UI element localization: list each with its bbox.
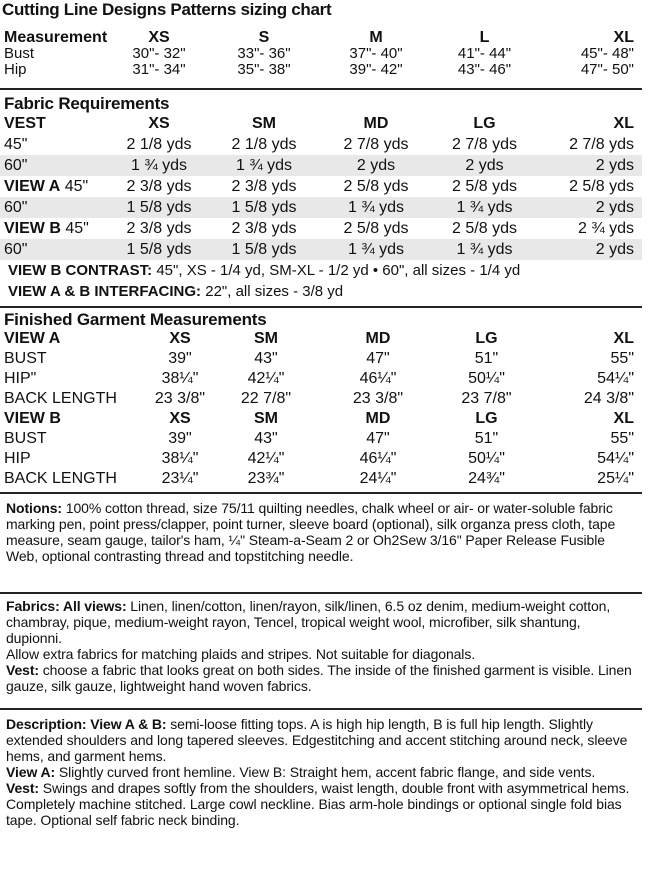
- notions-label: Notions:: [6, 500, 62, 516]
- cell: 43": [254, 350, 278, 367]
- view-b-header-row: [0, 409, 642, 429]
- header-cell: XS: [148, 115, 170, 132]
- row-label: Hip: [4, 62, 27, 78]
- header-cell: VIEW A: [4, 330, 61, 347]
- description-vest-label: Vest:: [6, 780, 39, 796]
- row-label: VIEW A 45": [4, 178, 89, 195]
- header-cell: MD: [365, 330, 391, 347]
- cell: 2 5/8 yds: [452, 178, 517, 195]
- header-cell: XL: [613, 410, 634, 427]
- cell: 23¼": [161, 470, 199, 487]
- header-cell: XS: [148, 30, 170, 46]
- cell: 2 yds: [537, 239, 642, 260]
- cell: 55": [610, 430, 634, 447]
- view-b-row: [0, 469, 642, 489]
- cell: 31"- 34": [132, 62, 186, 78]
- notions-paragraph: [6, 500, 638, 564]
- cell: 45"- 48": [580, 46, 634, 62]
- header-cell: Measurement: [4, 30, 108, 46]
- cell: 51": [474, 350, 499, 367]
- row-label: BACK LENGTH: [4, 470, 117, 487]
- cell: 2 7/8 yds: [452, 136, 517, 153]
- cell: 22 7/8": [240, 390, 292, 407]
- cell: 46¼": [359, 450, 397, 467]
- cell: 2 ¾ yds: [577, 220, 634, 237]
- cell: 2 3/8 yds: [126, 178, 192, 195]
- row-label: 45": [4, 136, 28, 153]
- cell: 35"- 38": [237, 62, 291, 78]
- row-label: 60": [0, 197, 110, 218]
- cell: 2 5/8 yds: [569, 178, 634, 195]
- view-a-row: [0, 369, 642, 389]
- cell: 42¼": [247, 370, 285, 387]
- header-cell: LG: [475, 410, 498, 427]
- header-cell: VEST: [4, 115, 46, 132]
- cell: 50¼": [468, 370, 505, 387]
- finished-garment-section: [0, 310, 650, 489]
- cell: 46¼": [359, 370, 397, 387]
- finished-garment-title: Finished Garment Measurements: [4, 310, 267, 329]
- row-label: Bust: [4, 46, 35, 62]
- view-a-row: [0, 349, 642, 369]
- cell: 1 ¾ yds: [320, 239, 432, 260]
- row-label: HIP: [4, 450, 31, 467]
- cell: 2 5/8 yds: [452, 220, 517, 237]
- header-cell: XS: [169, 410, 191, 427]
- description-view-a-label: View A:: [6, 764, 56, 780]
- cell: 39": [168, 350, 192, 367]
- finished-garment-table: [0, 329, 642, 489]
- interfacing-note: VIEW A & B INTERFACING: 22", all sizes - 3/8 yd: [8, 283, 344, 300]
- header-cell: S: [258, 30, 270, 46]
- cell: 54¼": [597, 450, 634, 467]
- description-label: Description: View A & B:: [6, 716, 171, 732]
- view-a-header-row: [0, 329, 642, 349]
- fabric-row: [0, 239, 642, 260]
- fabrics-text: Linen, linen/cotton, linen/rayon, silk/linen, 6.5 oz denim, medium-weight cotton, chambray, pique, medium-weight rayon, Tencel, tropical weight wool, microfiber, silk shantung, dupionni.: [6, 598, 611, 646]
- cell: 1 ¾ yds: [110, 155, 208, 176]
- cell: 24¾": [468, 470, 505, 487]
- cell: 47": [366, 430, 390, 447]
- size-chart-header-row: [0, 30, 642, 46]
- fabric-requirements-table: [0, 113, 642, 260]
- cell: 43": [254, 430, 278, 447]
- fabrics-vest-text: choose a fabric that looks great on both sides. The inside of the finished garment is visible. Linen gauze, silk gauze, lightweight hand woven fabrics.: [6, 662, 632, 694]
- cell: 1 ¾ yds: [320, 197, 432, 218]
- row-label: BUST: [4, 430, 47, 447]
- view-b-row: [0, 429, 642, 449]
- cell: 38¼": [161, 450, 199, 467]
- size-chart-title: Cutting Line Designs Patterns sizing chart: [2, 0, 332, 19]
- cell: 38¼": [161, 370, 199, 387]
- cell: 1 5/8 yds: [208, 197, 320, 218]
- cell: 55": [610, 350, 634, 367]
- divider: [0, 88, 642, 90]
- size-chart-table: [0, 30, 642, 78]
- header-cell: SM: [254, 330, 278, 347]
- header-cell: XS: [169, 330, 191, 347]
- cell: 1 ¾ yds: [208, 155, 320, 176]
- cell: 2 yds: [320, 155, 432, 176]
- description-text: semi-loose fitting tops. A is high hip length, B is full hip length. Slightly extended shoulders and long tapered sleeves. Edgestitching and accent stitching around neck, sleeve hems, and garment hems.: [6, 716, 628, 764]
- cell: 37"- 40": [349, 46, 403, 62]
- cell: 2 yds: [537, 155, 642, 176]
- cell: 30"- 32": [132, 46, 186, 62]
- divider: [0, 492, 642, 494]
- cell: 23 3/8": [154, 390, 206, 407]
- cell: 24 3/8": [583, 390, 634, 407]
- header-cell: LG: [473, 115, 496, 132]
- cell: 41"- 44": [457, 46, 512, 62]
- fabric-row: [0, 197, 642, 218]
- header-cell: VIEW B: [4, 410, 61, 427]
- cell: 51": [474, 430, 499, 447]
- cell: 2 3/8 yds: [231, 220, 297, 237]
- cell: 33"- 36": [237, 46, 291, 62]
- cell: 43"- 46": [457, 62, 512, 78]
- fabric-header-row: [0, 113, 642, 134]
- cell: 47"- 50": [580, 62, 634, 78]
- fabric-row: [0, 134, 642, 155]
- cell: 23 7/8": [461, 390, 512, 407]
- row-label: HIP": [4, 370, 37, 387]
- divider: [0, 592, 642, 594]
- cell: 2 1/8 yds: [231, 136, 297, 153]
- cell: 2 7/8 yds: [569, 136, 634, 153]
- row-label: VIEW B 45": [4, 220, 89, 237]
- header-cell: XL: [613, 30, 634, 46]
- header-cell: SM: [254, 410, 278, 427]
- cell: 2 7/8 yds: [343, 136, 409, 153]
- header-cell: SM: [252, 115, 276, 132]
- header-cell: MD: [365, 410, 391, 427]
- cell: 2 3/8 yds: [126, 220, 192, 237]
- description-paragraph: [6, 716, 638, 828]
- view-a-row: [0, 389, 642, 409]
- cell: 39": [168, 430, 192, 447]
- cell: 2 5/8 yds: [343, 178, 409, 195]
- fabrics-label: Fabrics: All views:: [6, 598, 127, 614]
- cell: 1 ¾ yds: [432, 239, 537, 260]
- cell: 47": [366, 350, 390, 367]
- row-label: 60": [0, 155, 110, 176]
- cell: 2 3/8 yds: [231, 178, 297, 195]
- view-b-row: [0, 449, 642, 469]
- header-cell: XL: [613, 330, 634, 347]
- header-cell: L: [479, 30, 490, 46]
- fabric-requirements-section: [0, 94, 650, 302]
- cell: 39"- 42": [349, 62, 403, 78]
- cell: 23¾": [247, 470, 285, 487]
- size-chart-row-bust: [0, 46, 642, 62]
- cell: 23 3/8": [352, 390, 404, 407]
- cell: 1 5/8 yds: [110, 197, 208, 218]
- cell: 2 yds: [537, 197, 642, 218]
- fabrics-vest-label: Vest:: [6, 662, 39, 678]
- cell: 2 5/8 yds: [343, 220, 409, 237]
- cell: 1 ¾ yds: [432, 197, 537, 218]
- description-vest-text: Swings and drapes softly from the shoulders, waist length, double front with asymmetrical hems. Completely machine stitched. Large cowl neckline. Bias arm-hole bindings or optional single fold bias tape. Optional self fabric neck binding.: [6, 780, 630, 828]
- cell: 2 1/8 yds: [126, 136, 192, 153]
- size-chart-row-hip: [0, 62, 642, 78]
- header-cell: LG: [475, 330, 498, 347]
- cell: 50¼": [468, 450, 505, 467]
- row-label: BACK LENGTH: [4, 390, 117, 407]
- fabrics-extra: Allow extra fabrics for matching plaids and stripes. Not suitable for diagonals.: [6, 646, 476, 662]
- view-b-contrast-note: VIEW B CONTRAST: 45", XS - 1/4 yd, SM-XL - 1/2 yd • 60", all sizes - 1/4 yd: [8, 262, 521, 279]
- cell: 1 5/8 yds: [208, 239, 320, 260]
- header-cell: M: [369, 30, 383, 46]
- fabric-requirements-title: Fabric Requirements: [4, 94, 170, 113]
- divider: [0, 306, 642, 308]
- cell: 54¼": [597, 370, 634, 387]
- fabrics-paragraph: [6, 598, 638, 694]
- header-cell: MD: [363, 115, 389, 132]
- divider: [0, 708, 642, 710]
- cell: 2 yds: [432, 155, 537, 176]
- cell: 24¼": [359, 470, 397, 487]
- cell: 1 5/8 yds: [110, 239, 208, 260]
- row-label: 60": [0, 239, 110, 260]
- notions-text: 100% cotton thread, size 75/11 quilting needles, chalk wheel or air- or water-soluble fabric marking pen, point press/clapper, point turner, sleeve board (optional), silk organza press cloth, tape measure, seam gauge, tailor's ham, ¼" Steam-a-Seam 2 or Oh2Sew 3/16" Paper Release Fusible Web, optional contrasting thread and topstitching needle.: [6, 500, 616, 564]
- cell: 25¼": [597, 470, 634, 487]
- description-view-a-text: Slightly curved front hemline. View B: Straight hem, accent fabric flange, and side vents.: [55, 764, 596, 780]
- cell: 42¼": [247, 450, 285, 467]
- fabric-row: [0, 155, 642, 176]
- fabric-row: [0, 218, 642, 239]
- fabric-row: [0, 176, 642, 197]
- header-cell: XL: [613, 115, 634, 132]
- row-label: BUST: [4, 350, 47, 367]
